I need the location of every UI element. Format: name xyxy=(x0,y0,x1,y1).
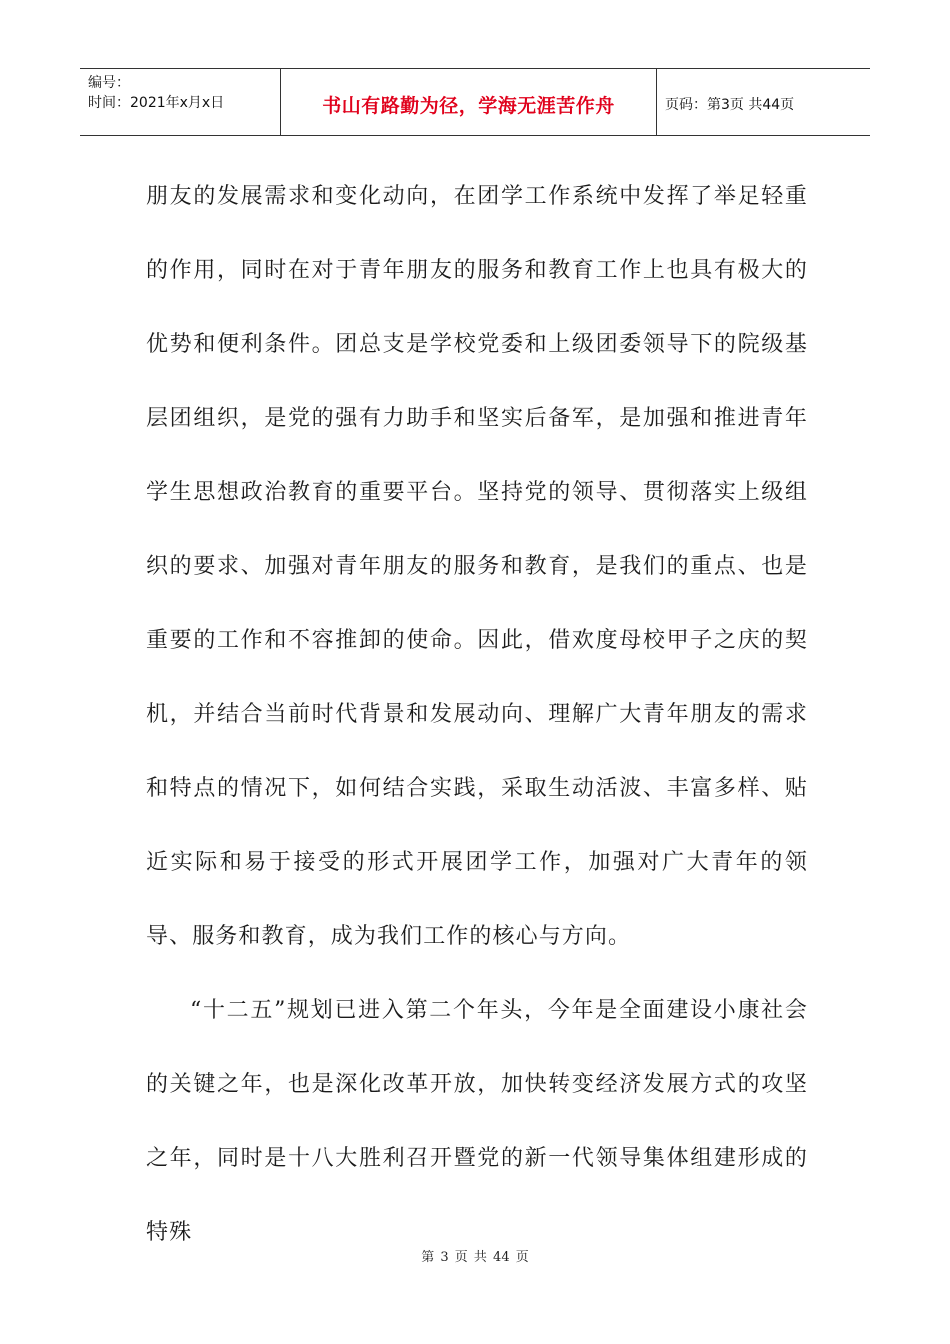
header-motto: 书山有路勤为径，学海无涯苦作舟 xyxy=(281,69,657,135)
header-page-info: 页码：第3页 共44页 xyxy=(665,97,795,113)
body-paragraph: 朋友的发展需求和变化动向，在团学工作系统中发挥了举足轻重的作用，同时在对于青年朋友的服务和教育工作上也具有极大的优势和便利条件。团总支是学校党委和上级团委领导下的院级基层团组织，是党的强有力助手和坚实后备军，是加强和推进青年学生思想政治教育的重要平台。坚持党的领导、贯彻落实上级组织的要求、加强对青年朋友的服务和教育，是我们的重点、也是重要的工作和不容推卸的使命。因此，借欢度母校甲子之庆的契机，并结合当前时代背景和发展动向、理解广大青年朋友的需求和特点的情况下，如何结合实践，采取生动活波、丰富多样、贴近实际和易于接受的形式开展团学工作，加强对广大青年的领导、服务和教育，成为我们工作的核心与方向。 xyxy=(146,184,808,949)
page-header xyxy=(80,68,870,136)
header-meta xyxy=(80,69,281,135)
document-number-label: 编号： xyxy=(88,75,130,91)
body-paragraph: “十二五”规划已进入第二个年头，今年是全面建设小康社会的关键之年，也是深化改革开放，加快转变经济发展方式的攻坚之年，同时是十八大胜利召开暨党的新一代领导集体组建形成的特殊 xyxy=(146,998,808,1245)
document-body xyxy=(146,160,808,1270)
document-date-label: 时间：2021年x月x日 xyxy=(88,95,225,111)
page-footer: 第 3 页 共 44 页 xyxy=(421,1250,529,1265)
